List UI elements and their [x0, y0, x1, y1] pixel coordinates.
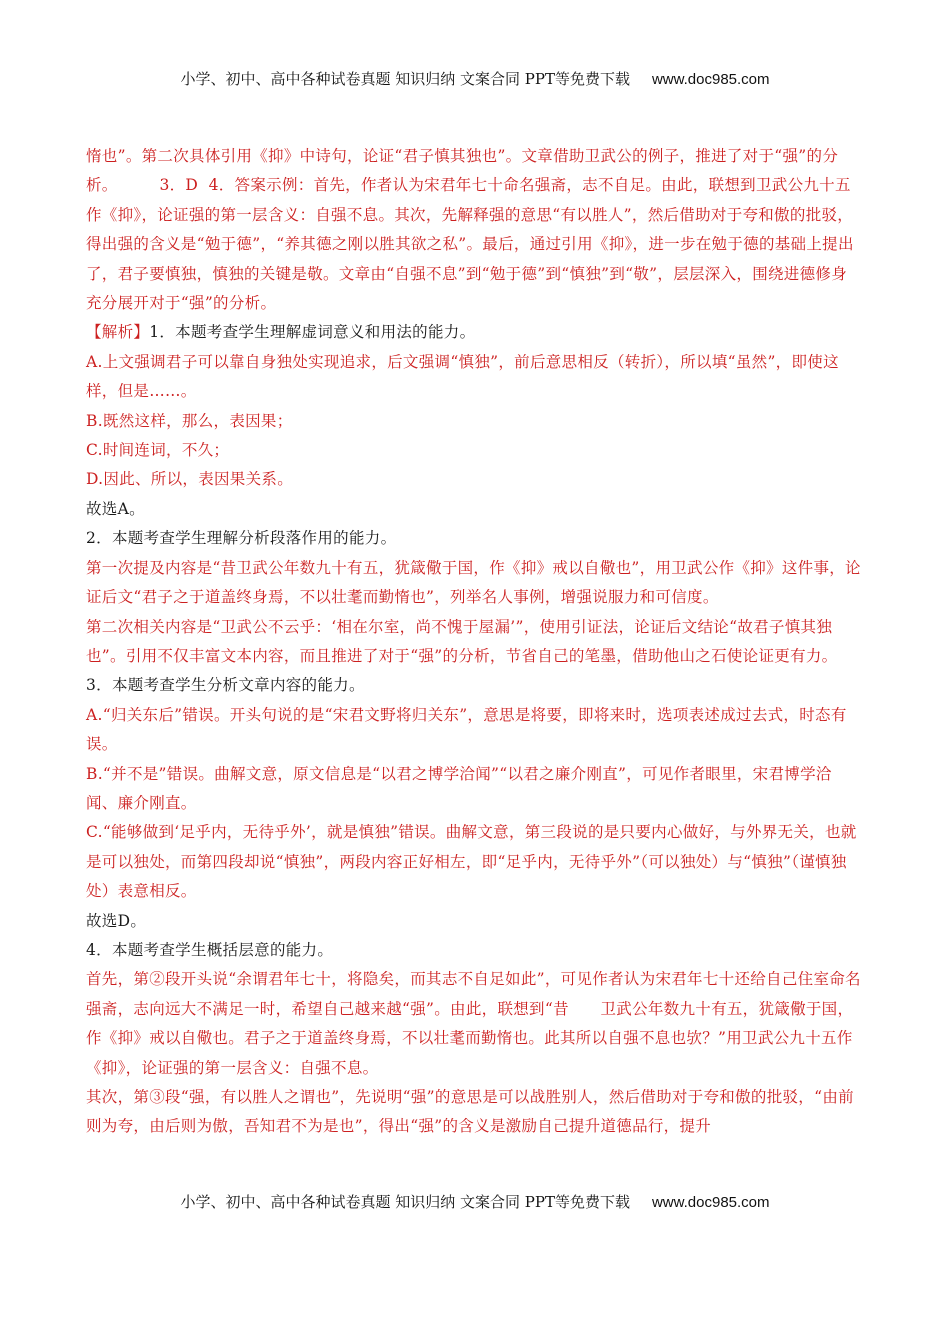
document-body: [86, 142, 862, 1142]
analysis-q4-title: 4．本题考查学生概括层意的能力。: [86, 940, 334, 959]
q3-option-c: C.“能够做到‘足乎内，无待乎外’，就是慎独”错误。曲解文意，第三段说的是只要内心做好，与外界无关，也就是可以独处，而第四段却说“慎独”，两段内容正好相左，即“足乎内，无待乎外”（可以独处）与“慎独”（谨慎独处）表意相反。: [86, 823, 857, 901]
header-text: 小学、初中、高中各种试卷真题 知识归纳 文案合同 PPT等免费下载: [180, 70, 630, 88]
q2-paragraph-1: 第一次提及内容是“昔卫武公年数九十有五，犹箴儆于国，作《抑》戒以自儆也”，用卫武公作《抑》这件事，论证后文“君子之于道盖终身焉，不以壮耄而勤惰也”，列举名人事例，增强说服力和可信度。: [86, 558, 861, 607]
q2-paragraph-2: 第二次相关内容是“卫武公不云乎：‘相在尔室，尚不愧于屋漏’”，使用引证法，论证后文结论“故君子慎其独也”。引用不仅丰富文本内容，而且推进了对于“强”的分析，节省自己的笔墨，借助他山之石使论证更有力。: [86, 617, 838, 665]
q3-option-b: B.“并不是”错误。曲解文意，原文信息是“以君之博学洽闻”“以君之廉介刚直”，可见作者眼里，宋君博学洽闻、廉介刚直。: [86, 764, 832, 812]
q4-paragraph-2: 其次，第③段“强，有以胜人之谓也”，先说明“强”的意思是可以战胜别人，然后借助对于夸和傲的批驳，“由前则为夸，由后则为傲，吾知君不为是也”，得出“强”的含义是激励自己提升道德品行，提升: [86, 1088, 854, 1136]
footer-site[interactable]: www.doc985.com: [651, 1194, 770, 1211]
answer-3: 3．D: [159, 176, 199, 195]
answer-gap: [118, 176, 160, 194]
answer-4: 4．答案示例：首先，作者认为宋君年七十命名强斋，志不自足。由此，联想到卫武公九十五作《抑》，论证强的第一层含义：自强不息。其次，先解释强的意思“有以胜人”，然后借助对于夸和傲的批驳，得出强的含义是“勉于德”，“养其德之刚以胜其欲之私”。最后，通过引用《抑》，进一步在勉于德的基础上提出了，君子要慎独，慎独的关键是敬。文章由“自强不息”到“勉于德”到“慎独”到“敬”，层层深入，围绕进德修身充分展开对于“强”的分析。: [86, 176, 854, 313]
q1-option-c: C.时间连词，不久；: [86, 441, 230, 460]
q1-choice: 故选A。: [86, 499, 145, 518]
answer-paragraph: [86, 142, 862, 318]
analysis-q3-title: 3．本题考查学生分析文章内容的能力。: [86, 676, 365, 695]
answer-2-tail: 惰也”。第二次具体引用《抑》中诗句，论证“君子慎其独也”。文章借助卫武公的例子，推进了对于“强”的分析。: [86, 147, 839, 195]
header-site[interactable]: www.doc985.com: [651, 71, 770, 88]
q1-option-a: A.上文强调君子可以靠自身独处实现追求，后文强调“慎独”，前后意思相反（转折），所以填“虽然”，即使这样，但是……。: [86, 352, 839, 401]
q3-choice: 故选D。: [86, 911, 147, 930]
analysis-label: 【解析】: [86, 323, 150, 342]
q1-option-d: D.因此、所以，表因果关系。: [86, 470, 294, 489]
page-footer: [0, 1191, 950, 1212]
q1-option-b: B.既然这样，那么，表因果；: [86, 411, 293, 430]
q4-paragraph-1: 首先，第②段开头说“余谓君年七十，将隐矣，而其志不自足如此”，可见作者认为宋君年七十还给自己住室命名强斋，志向远大不满足一时，希望自己越来越“强”。由此，联想到“昔 卫武公年数九十有五，犹箴儆于国，作《抑》戒以自儆也。君子之于道盖终身焉，不以壮耄而勤惰也。此其所以自强不息也欤？”用卫武公九十五作《抑》，论证强的第一层含义：自强不息。: [86, 970, 861, 1077]
analysis-q1-title-line: [86, 318, 862, 347]
analysis-q1-title: 1．本题考查学生理解虚词意义和用法的能力。: [149, 323, 476, 342]
page-header: [0, 68, 950, 89]
analysis-q2-title: 2．本题考查学生理解分析段落作用的能力。: [86, 529, 397, 548]
footer-text: 小学、初中、高中各种试卷真题 知识归纳 文案合同 PPT等免费下载: [180, 1193, 630, 1211]
q3-option-a: A.“归关东后”错误。开头句说的是“宋君文野将归关东”，意思是将要，即将来时，选项表述成过去式，时态有误。: [86, 705, 847, 754]
